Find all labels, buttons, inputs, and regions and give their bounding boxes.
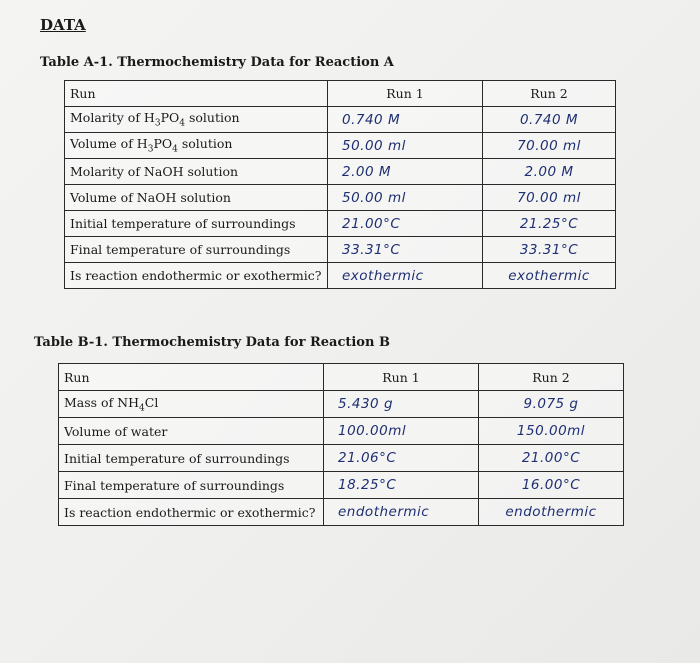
table-a-header-run1: Run 1 [328,81,483,107]
run1-value: 50.00 ml [328,185,483,211]
run2-value: 9.075 g [479,391,624,418]
row-label: Final temperature of surroundings [65,237,328,263]
run1-value: 21.06°C [324,445,479,472]
page-heading: DATA [40,16,86,34]
run1-value: 50.00 ml [328,133,483,159]
row-label: Is reaction endothermic or exothermic? [65,263,328,289]
table-b-header-run2: Run 2 [479,364,624,391]
table-a-row-final-temp [65,237,616,263]
table-b [58,363,624,526]
table-a-row-volume-h3po4 [65,133,616,159]
table-b-row-endo-exo [59,499,624,526]
table-b-row-final-temp [59,472,624,499]
table-b-caption: Table B-1. Thermochemistry Data for Reaction B [34,335,390,350]
row-label: Volume of water [59,418,324,445]
table-a [64,80,616,289]
row-label: Is reaction endothermic or exothermic? [59,499,324,526]
table-b-row-mass-nh4cl [59,391,624,418]
run1-value: 21.00°C [328,211,483,237]
table-a-caption: Table A-1. Thermochemistry Data for Reaction A [40,55,394,70]
row-label: Mass of $NH_4Cl$ [59,391,324,418]
run1-value: 2.00 M [328,159,483,185]
row-label: Initial temperature of surroundings [65,211,328,237]
run1-value: endothermic [324,499,479,526]
run1-value: exothermic [328,263,483,289]
run1-value: 100.00ml [324,418,479,445]
table-a-row-molarity-naoh [65,159,616,185]
row-label: Molarity of $H_3PO_4$ solution [65,107,328,133]
run1-value: 0.740 M [328,107,483,133]
table-b-header-row [59,364,624,391]
run2-value: exothermic [483,263,616,289]
row-label: Volume of NaOH solution [65,185,328,211]
run2-value: 16.00°C [479,472,624,499]
run2-value: 70.00 ml [483,133,616,159]
table-a-header-run2: Run 2 [483,81,616,107]
run2-value: 0.740 M [483,107,616,133]
row-label: Volume of $H_3PO_4$ solution [65,133,328,159]
table-a-row-volume-naoh [65,185,616,211]
run1-value: 18.25°C [324,472,479,499]
table-a-header-row [65,81,616,107]
table-b-row-initial-temp [59,445,624,472]
table-b-header-label: Run [59,364,324,391]
table-a-row-molarity-h3po4 [65,107,616,133]
run2-value: endothermic [479,499,624,526]
run1-value: 33.31°C [328,237,483,263]
run2-value: 21.00°C [479,445,624,472]
row-label: Molarity of NaOH solution [65,159,328,185]
run2-value: 150.00ml [479,418,624,445]
run1-value: 5.430 g [324,391,479,418]
table-b-row-volume-water [59,418,624,445]
run2-value: 2.00 M [483,159,616,185]
table-b-header-run1: Run 1 [324,364,479,391]
run2-value: 33.31°C [483,237,616,263]
table-a-row-initial-temp [65,211,616,237]
row-label: Initial temperature of surroundings [59,445,324,472]
run2-value: 21.25°C [483,211,616,237]
table-a-row-endo-exo [65,263,616,289]
table-a-header-label: Run [65,81,328,107]
run2-value: 70.00 ml [483,185,616,211]
row-label: Final temperature of surroundings [59,472,324,499]
